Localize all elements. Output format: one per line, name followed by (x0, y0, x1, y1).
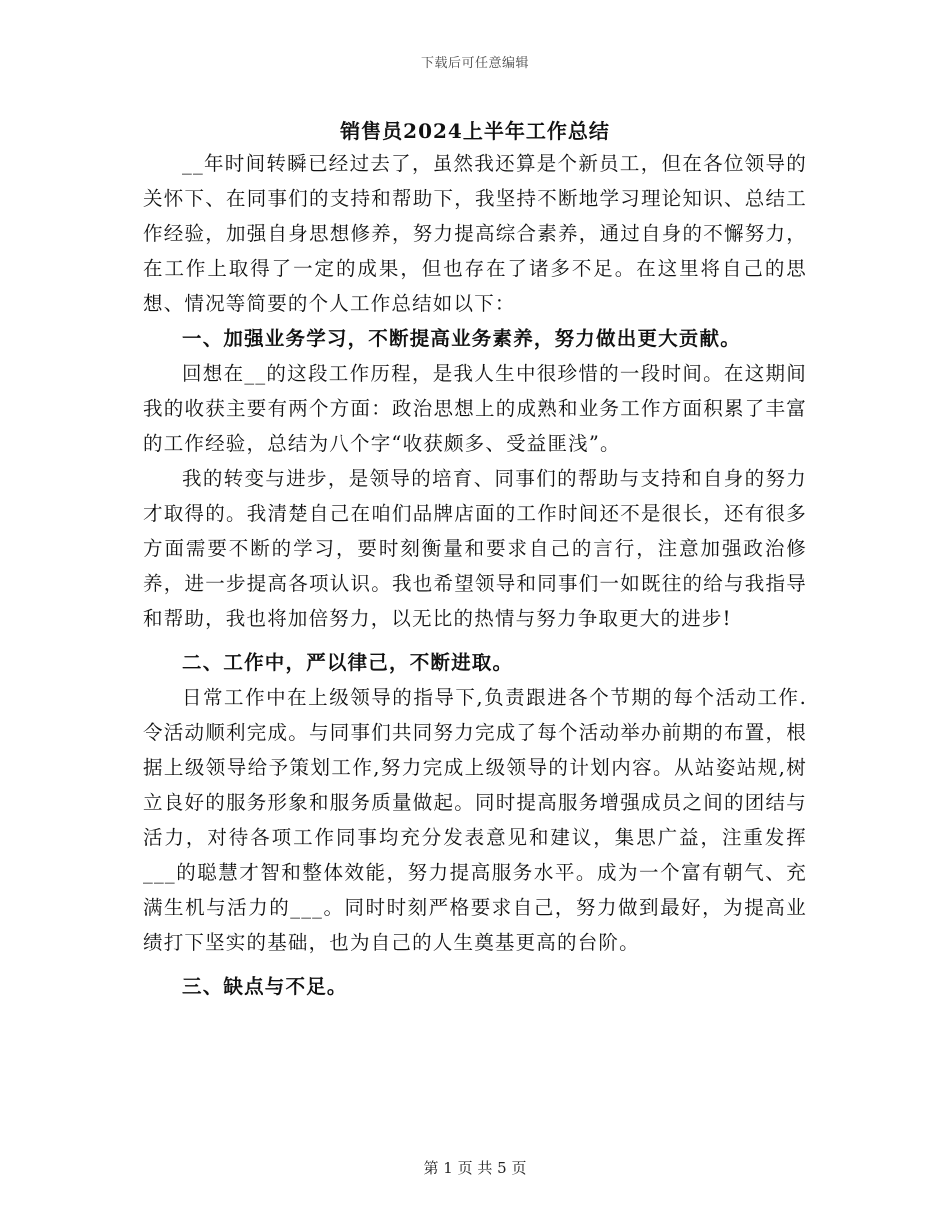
section2-paragraph-1: 日常工作中在上级领导的指导下,负责跟进各个节期的每个活动工作.令活动顺利完成。与同事们共同努力完成了每个活动举办前期的布置，根据上级领导给予策划工作,努力完成上级领导的计划内容。从站姿站规,树立良好的服务形象和服务质量做起。同时提高服务增强成员之间的团结与活力，对待各项工作同事均充分发表意见和建议，集思广益，注重发挥___的聪慧才智和整体效能，努力提高服务水平。成为一个富有朝气、充满生机与活力的___。同时时刻严格要求自己，努力做到最好，为提高业绩打下坚实的基础，也为自己的人生奠基更高的台阶。 (143, 686, 807, 954)
intro-paragraph: __年时间转瞬已经过去了，虽然我还算是个新员工，但在各位领导的关怀下、在同事们的支持和帮助下，我坚持不断地学习理论知识、总结工作经验，加强自身思想修养，努力提高综合素养，通过自身的不懈努力，在工作上取得了一定的成果，但也存在了诸多不足。在这里将自己的思想、情况等简要的个人工作总结如以下： (143, 152, 807, 315)
document-body (143, 146, 807, 1004)
section1-paragraph-1: 回想在__的这段工作历程，是我人生中很珍惜的一段时间。在这期间我的收获主要有两个方面：政治思想上的成熟和业务工作方面积累了丰富的工作经验，总结为八个字“收获颇多、受益匪浅”。 (143, 362, 807, 455)
section-heading-1: 一、加强业务学习，不断提高业务素养，努力做出更大贡献。 (182, 327, 741, 350)
document-title: 销售员2024上半年工作总结 (340, 119, 610, 143)
section1-paragraph-2: 我的转变与进步，是领导的培育、同事们的帮助与支持和自身的努力才取得的。我清楚自己在咱们品牌店面的工作时间还不是很长，还有很多方面需要不断的学习，要时刻衡量和要求自己的言行，注意加强政治修养，进一步提高各项认识。我也希望领导和同事们一如既往的给与我指导和帮助，我也将加倍努力，以无比的热情与努力争取更大的进步! (143, 467, 807, 630)
section-heading-3: 三、缺点与不足。 (182, 975, 348, 998)
page-footer: 第 1 页 共 5 页 (423, 1159, 527, 1177)
section-heading-2: 二、工作中，严以律己，不断进取。 (182, 651, 514, 674)
header-note: 下载后可任意编辑 (420, 56, 529, 71)
